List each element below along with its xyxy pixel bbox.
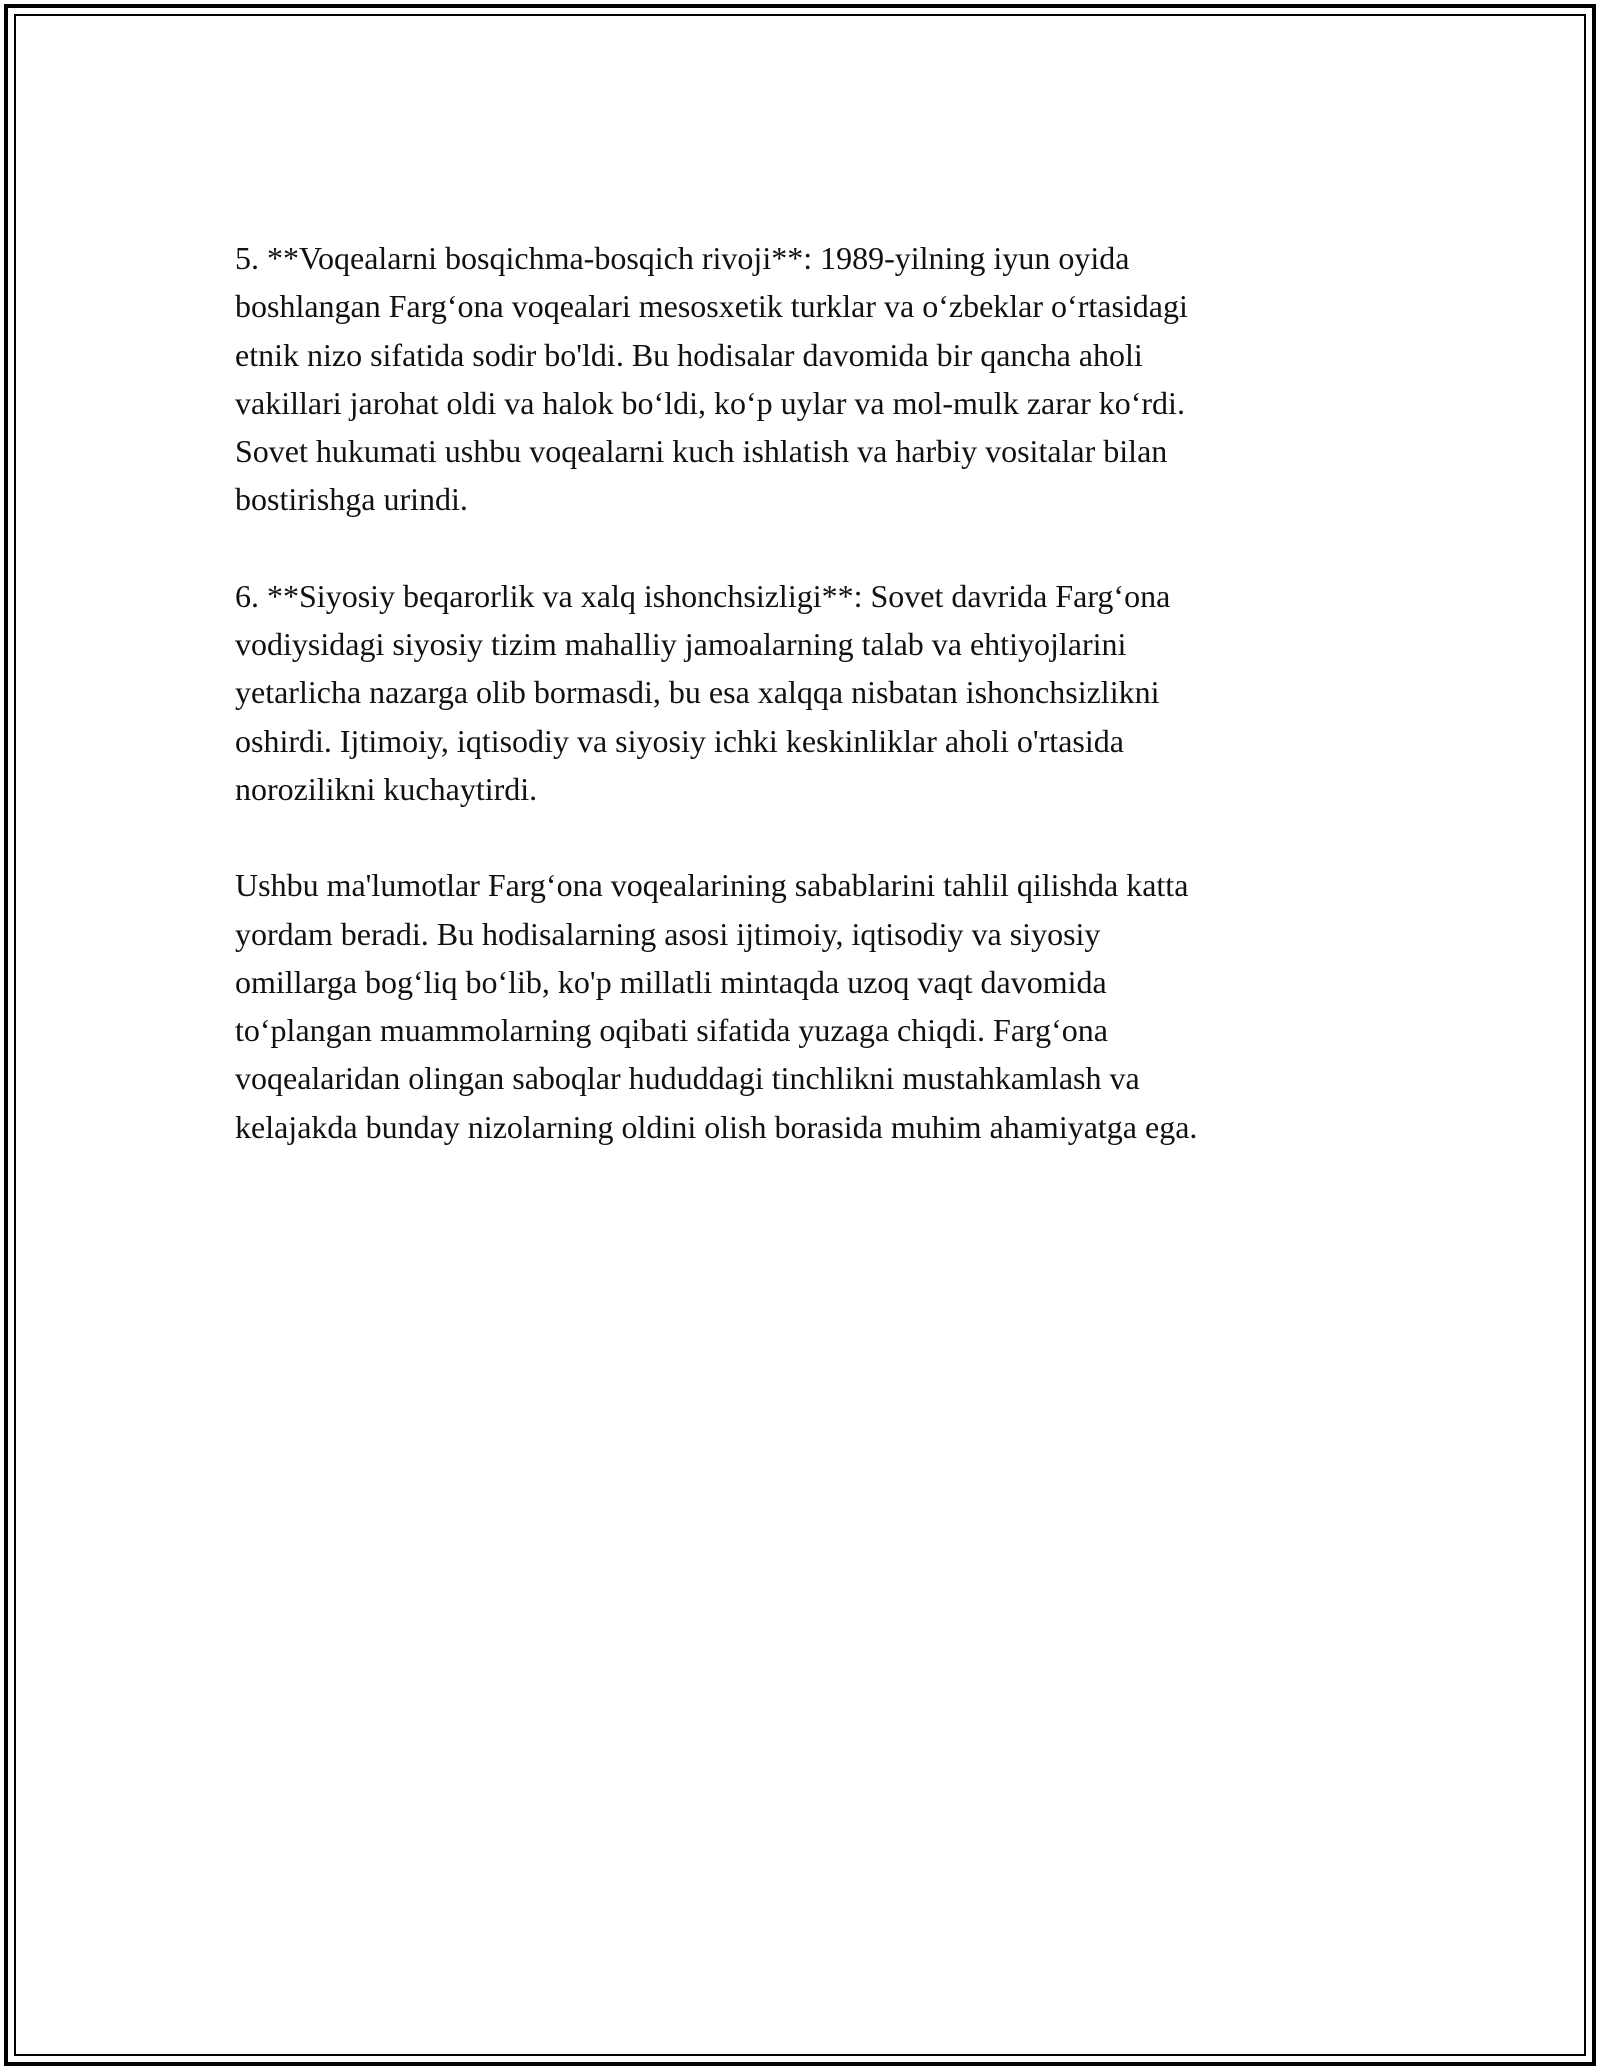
- document-body: [235, 234, 1365, 1199]
- paragraph-6-political-instability: 6. **Siyosiy beqarorlik va xalq ishonchsizligi**: Sovet davrida Farg‘ona vodiysidagi siyosiy tizim mahalliy jamoalarning talab va ehtiyojlarini yetarlicha nazarga olib bormasdi, bu esa xalqqa nisbatan ishonchsizlikni oshirdi. Ijtimoiy, iqtisodiy va siyosiy ichki keskinliklar aholi o'rtasida norozilikni kuchaytirdi.: [235, 577, 1171, 807]
- paragraph-conclusion: Ushbu ma'lumotlar Farg‘ona voqealarining sabablarini tahlil qilishda katta yordam beradi. Bu hodisalarning asosi ijtimoiy, iqtisodiy va siyosiy omillarga bog‘liq bo‘lib, ko'p millatli mintaqda uzoq vaqt davomida to‘plangan muammolarning oqibati sifatida yuzaga chiqdi. Farg‘ona voqealaridan olingan saboqlar hududdagi tinchlikni mustahkamlash va kelajakda bunday nizolarning oldini olish borasida muhim ahamiyatga ega.: [235, 867, 1198, 1145]
- paragraph-5-events-stages: 5. **Voqealarni bosqichma-bosqich rivoji**: 1989-yilning iyun oyida boshlangan Farg‘ona voqealari mesosxetik turklar va o‘zbeklar o‘rtasidagi etnik nizo sifatida sodir bo'ldi. Bu hodisalar davomida bir qancha aholi vakillari jarohat oldi va halok bo‘ldi, ko‘p uylar va mol-mulk zarar ko‘rdi. Sovet hukumati ushbu voqealarni kuch ishlatish va harbiy vositalar bilan bostirishga urindi.: [235, 240, 1188, 518]
